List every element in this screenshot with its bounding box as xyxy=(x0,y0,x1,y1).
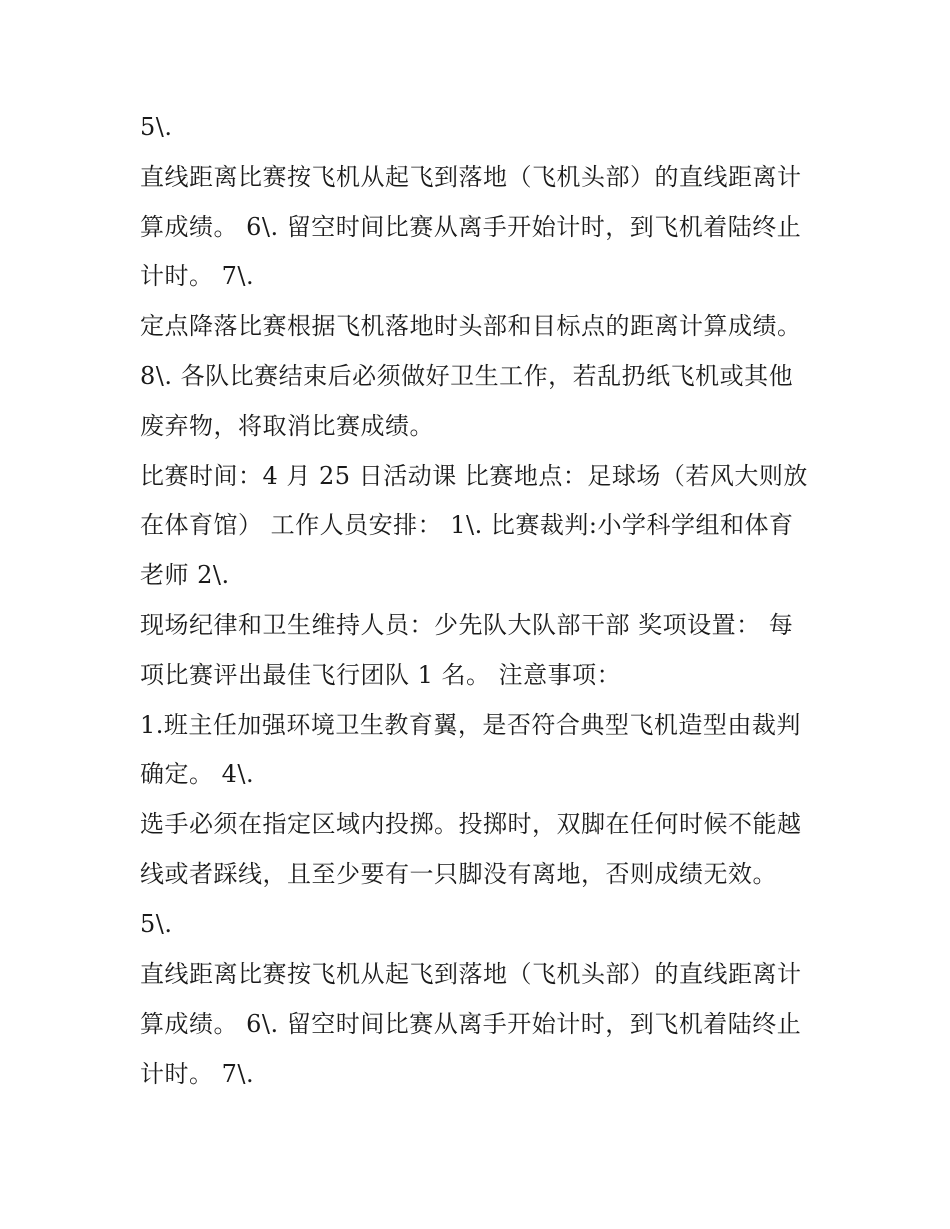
text-line: 5\. xyxy=(140,113,173,141)
text-line: 选手必须在指定区域内投掷。投掷时，双脚在任何时候不能越 xyxy=(140,810,802,838)
text-line: 废弃物，将取消比赛成绩。 xyxy=(140,412,434,440)
text-line: 计时。 7\. xyxy=(140,1060,255,1088)
text-line: 在体育馆） 工作人员安排： 1\. 比赛裁判:小学科学组和体育 xyxy=(140,511,794,539)
text-line: 5\. xyxy=(140,910,173,938)
text-line: 现场纪律和卫生维持人员：少先队大队部干部 奖项设置： 每 xyxy=(140,611,794,639)
text-line: 计时。 7\. xyxy=(140,262,255,290)
text-line: 1.班主任加强环境卫生教育翼，是否符合典型飞机造型由裁判 xyxy=(140,711,801,739)
text-line: 项比赛评出最佳飞行团队 1 名。 注意事项： xyxy=(140,661,622,689)
text-line: 算成绩。 6\. 留空时间比赛从离手开始计时，到飞机着陆终止 xyxy=(140,213,802,241)
text-line: 老师 2\. xyxy=(140,561,230,589)
text-line: 算成绩。 6\. 留空时间比赛从离手开始计时，到飞机着陆终止 xyxy=(140,1010,802,1038)
text-line: 定点降落比赛根据飞机落地时头部和目标点的距离计算成绩。 xyxy=(140,312,802,340)
text-line: 8\. 各队比赛结束后必须做好卫生工作，若乱扔纸飞机或其他 xyxy=(140,362,794,390)
text-line: 线或者踩线，且至少要有一只脚没有离地，否则成绩无效。 xyxy=(140,860,777,888)
text-line: 直线距离比赛按飞机从起飞到落地（飞机头部）的直线距离计 xyxy=(140,163,802,191)
text-line: 直线距离比赛按飞机从起飞到落地（飞机头部）的直线距离计 xyxy=(140,960,802,988)
text-line: 比赛时间：4 月 25 日活动课 比赛地点：足球场（若风大则放 xyxy=(140,462,808,490)
text-line: 确定。 4\. xyxy=(140,760,255,788)
